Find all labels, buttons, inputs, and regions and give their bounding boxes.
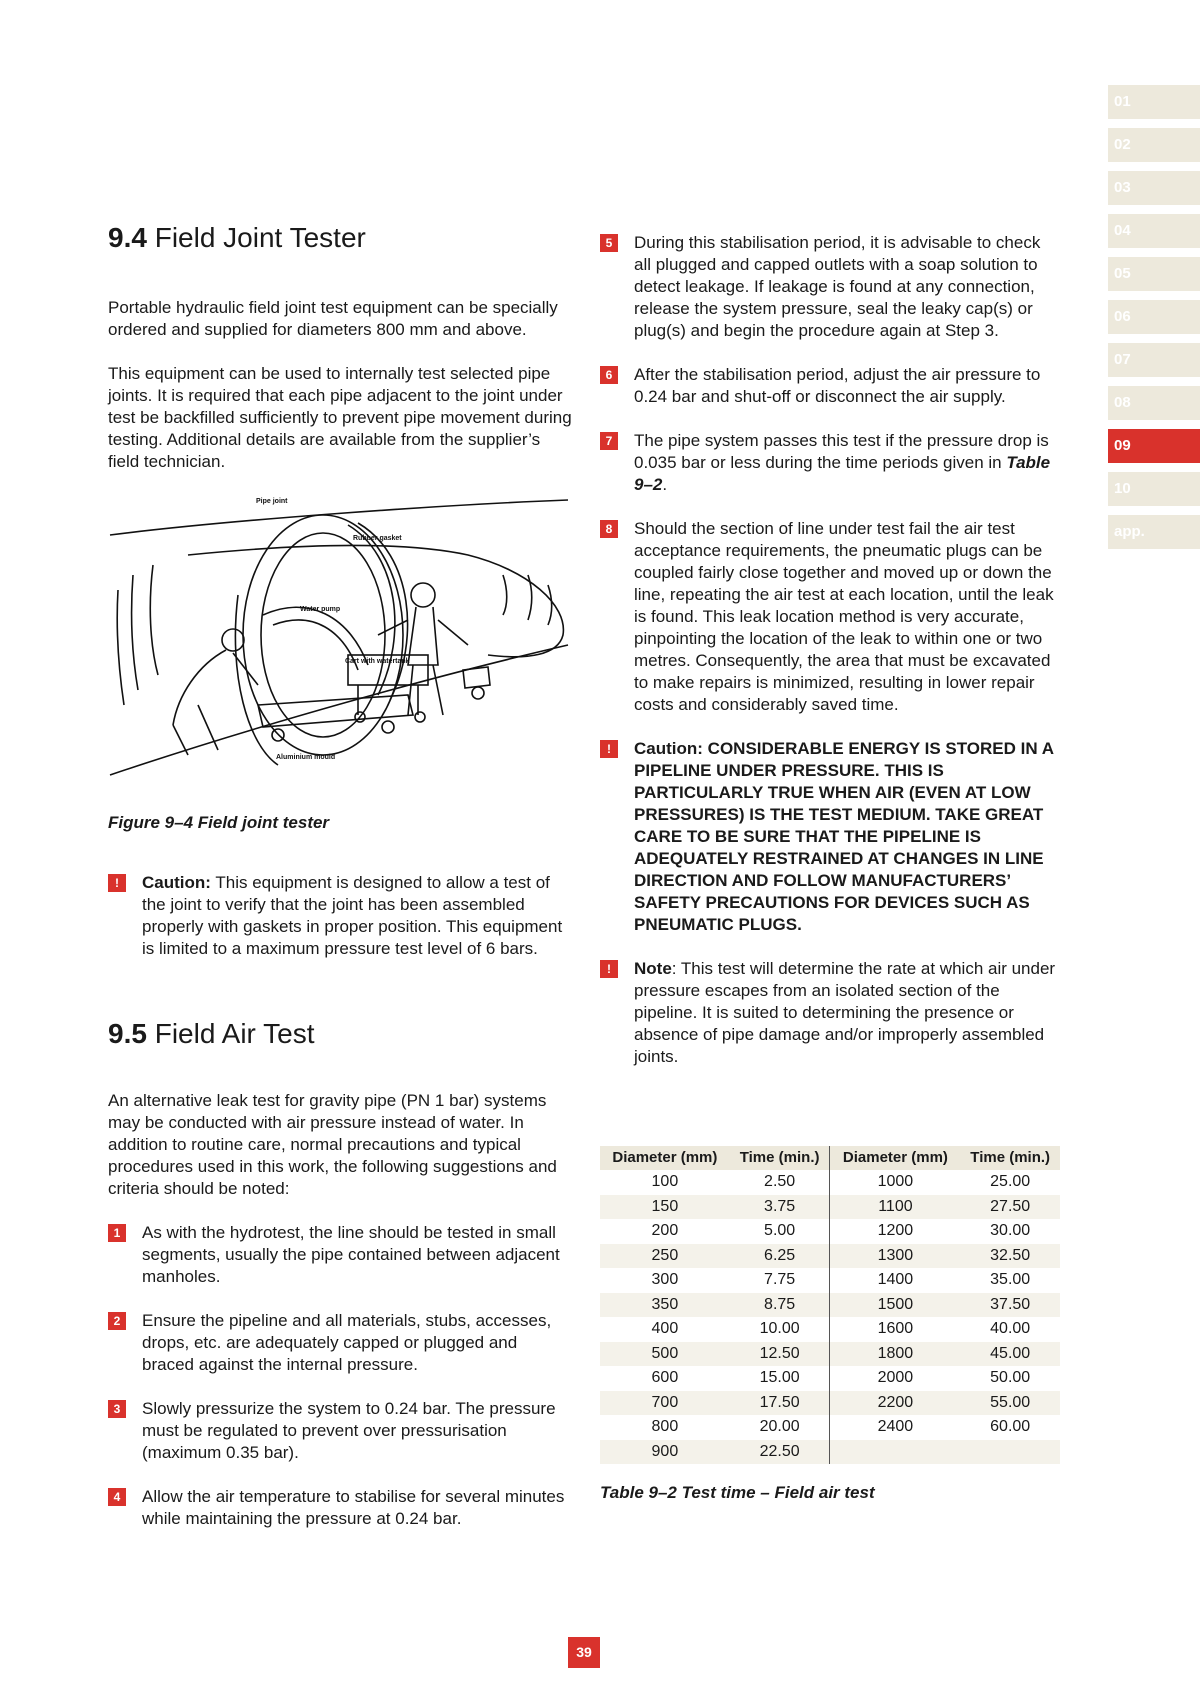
note-box xyxy=(600,958,1062,1068)
chapter-tabs xyxy=(1108,85,1200,558)
step-2: 2 Ensure the pipeline and all materials, stubs, accesses, drops, etc. are adequately capped or plugged and braced against the internal pressure. xyxy=(108,1310,573,1376)
table-header-row xyxy=(600,1146,1060,1170)
table-caption: Table 9–2 Test time – Field air test xyxy=(600,1483,875,1502)
table-cell: 8.75 xyxy=(730,1293,830,1318)
label-rubber-gasket: Rubber gasket xyxy=(353,535,402,542)
caution-box-joint xyxy=(108,872,573,960)
step-5: 5 During this stabilisation period, it is advisable to check all plugged and capped outlets with a soap solution to detect leakage. If leakage is found at any connection, release the system pressure, seal the leaky cap(s) or plug(s) and begin the procedure again at Step 3. xyxy=(600,232,1062,342)
table-cell: 100 xyxy=(651,1173,679,1191)
table-cell: 350 xyxy=(600,1293,730,1318)
step-number-badge: 8 xyxy=(600,520,618,538)
table-cell: 5.00 xyxy=(730,1219,830,1244)
table-cell: 150 xyxy=(600,1195,730,1220)
section-9-4-para-1: Portable hydraulic field joint test equipment can be specially ordered and supplied for diameters 800 mm and above. xyxy=(108,298,558,339)
label-cart: Cart with watertank xyxy=(345,658,410,665)
alert-icon: ! xyxy=(600,960,618,978)
table-cell: 1600 xyxy=(877,1320,914,1338)
table-header: Diameter (mm) xyxy=(600,1146,730,1170)
table-row xyxy=(600,1195,1060,1220)
table-cell: 700 xyxy=(600,1391,730,1416)
caution-label: Caution xyxy=(634,739,698,758)
table-row xyxy=(600,1366,1060,1391)
table-cell: 60.00 xyxy=(990,1418,1031,1436)
table-cell: 1000 xyxy=(877,1173,914,1191)
step-7: 7 The pipe system passes this test if the pressure drop is 0.035 bar or less during the time periods given in Table 9–2. xyxy=(600,430,1062,496)
table-row xyxy=(600,1293,1060,1318)
step-number-badge: 1 xyxy=(108,1224,126,1242)
table-row xyxy=(600,1415,1060,1440)
table-cell: 1300 xyxy=(830,1244,960,1269)
step-3: 3 Slowly pressurize the system to 0.24 bar. The pressure must be regulated to prevent over pressurisation (maximum 0.35 bar). xyxy=(108,1398,573,1464)
step-6: 6 After the stabilisation period, adjust the air pressure to 0.24 bar and shut-off or disconnect the air supply. xyxy=(600,364,1062,408)
alert-icon: ! xyxy=(108,874,126,892)
step-number-badge: 4 xyxy=(108,1488,126,1506)
right-column xyxy=(600,232,1062,1504)
table-header: Time (min.) xyxy=(960,1146,1060,1170)
step-number-badge: 7 xyxy=(600,432,618,450)
table-cell: 400 xyxy=(651,1320,679,1338)
table-cell: 7.75 xyxy=(730,1268,830,1293)
table-cell: 37.50 xyxy=(960,1293,1060,1318)
table-cell: 40.00 xyxy=(990,1320,1031,1338)
chapter-tab-02[interactable]: 02 xyxy=(1108,128,1200,162)
step-4: 4 Allow the air temperature to stabilise for several minutes while maintaining the pressure at 0.24 bar. xyxy=(108,1486,573,1530)
table-cell: 800 xyxy=(651,1418,679,1436)
table-cell: 50.00 xyxy=(990,1369,1031,1387)
chapter-tab-08[interactable]: 08 xyxy=(1108,386,1200,420)
table-cell: 2.50 xyxy=(730,1170,830,1195)
table-row xyxy=(600,1342,1060,1367)
table-cell: 1400 xyxy=(877,1271,914,1289)
table-cell: 500 xyxy=(600,1342,730,1367)
note-label: Note xyxy=(634,959,672,978)
section-9-4-heading: 9.4 Field Joint Tester xyxy=(108,222,366,253)
table-cell: 900 xyxy=(600,1440,730,1465)
table-cell: 2400 xyxy=(877,1418,914,1436)
table-cell: 27.50 xyxy=(960,1195,1060,1220)
table-header: Diameter (mm) xyxy=(830,1146,960,1170)
table-cell: 32.50 xyxy=(960,1244,1060,1269)
table-cell: 200 xyxy=(651,1222,679,1240)
table-cell: 600 xyxy=(651,1369,679,1387)
caution-text: This equipment is designed to allow a test of the joint to verify that the joint has been assembled properly with gaskets in proper position. This equipment is limited to a maximum pressure test level of 6 bars. xyxy=(142,873,563,958)
step-number-badge: 6 xyxy=(600,366,618,384)
table-cell xyxy=(960,1440,1060,1465)
table-cell: 25.00 xyxy=(990,1173,1031,1191)
chapter-tab-09[interactable]: 09 xyxy=(1108,429,1200,463)
table-cell: 35.00 xyxy=(990,1271,1031,1289)
label-pipe-joint: Pipe joint xyxy=(256,498,288,505)
field-joint-tester-figure xyxy=(108,495,573,795)
table-cell: 20.00 xyxy=(730,1415,830,1440)
step-8: 8 Should the section of line under test fail the air test acceptance requirements, the pneumatic plugs can be coupled fairly close together and moved up or down the line, repeating the air test at each location, until the leak is found. This leak location method is very accurate, pinpointing the location of the leak to within one or two metres. Consequently, the area that must be excavated to make repairs is minimized, resulting in lower repair costs and considerably saved time. xyxy=(600,518,1062,716)
step-number-badge: 3 xyxy=(108,1400,126,1418)
table-cell: 15.00 xyxy=(730,1366,830,1391)
table-cell: 55.00 xyxy=(960,1391,1060,1416)
chapter-tab-03[interactable]: 03 xyxy=(1108,171,1200,205)
step-1: 1 As with the hydrotest, the line should be tested in small segments, usually the pipe contained between adjacent manholes. xyxy=(108,1222,573,1288)
table-cell: 17.50 xyxy=(730,1391,830,1416)
table-cell: 12.50 xyxy=(730,1342,830,1367)
table-row xyxy=(600,1391,1060,1416)
caution-box-pressure xyxy=(600,738,1062,936)
table-row xyxy=(600,1268,1060,1293)
table-row xyxy=(600,1170,1060,1195)
table-cell xyxy=(830,1440,960,1465)
chapter-tab-01[interactable]: 01 xyxy=(1108,85,1200,119)
table-row xyxy=(600,1244,1060,1269)
label-mould: Aluminium mould xyxy=(276,754,336,761)
label-water-pump: Water pump xyxy=(300,606,341,613)
alert-icon: ! xyxy=(600,740,618,758)
table-cell: 1100 xyxy=(830,1195,960,1220)
table-row xyxy=(600,1219,1060,1244)
table-cell: 250 xyxy=(600,1244,730,1269)
chapter-tab-app[interactable]: app. xyxy=(1108,515,1200,549)
section-9-5-intro: An alternative leak test for gravity pipe (PN 1 bar) systems may be conducted with air pressure instead of water. In addition to routine care, normal precautions and typical procedures used in this work, the following suggestions and criteria should be noted: xyxy=(108,1091,557,1198)
table-cell: 300 xyxy=(651,1271,679,1289)
table-cell: 2200 xyxy=(830,1391,960,1416)
table-cell: 45.00 xyxy=(960,1342,1060,1367)
caution-label: Caution: xyxy=(142,873,211,892)
page-number: 39 xyxy=(568,1637,600,1668)
section-9-4-para-2: This equipment can be used to internally test selected pipe joints. It is required that each pipe adjacent to the joint under test be backfilled sufficiently to prevent pipe movement during testing. Additional details are available from the supplier’s field technician. xyxy=(108,364,572,471)
section-9-5-heading: 9.5 Field Air Test xyxy=(108,1018,315,1049)
table-cell: 6.25 xyxy=(730,1244,830,1269)
table-cell: 10.00 xyxy=(730,1317,830,1342)
table-cell: 2000 xyxy=(877,1369,914,1387)
chapter-tab-10[interactable]: 10 xyxy=(1108,472,1200,506)
caution-text: : CONSIDERABLE ENERGY IS STORED IN A PIPELINE UNDER PRESSURE. THIS IS PARTICULARLY TRUE WHEN AIR (EVEN AT LOW PRESSURES) IS THE TEST MEDIUM. TAKE GREAT CARE TO BE SURE THAT THE PIPELINE IS ADEQUATELY RESTRAINED AT CHANGES IN LINE DIRECTION AND FOLLOW MANUFACTURERS’ SAFETY PRECAUTIONS FOR DEVICES SUCH AS PNEUMATIC PLUGS. xyxy=(634,739,1054,934)
chapter-tab-05[interactable]: 05 xyxy=(1108,257,1200,291)
table-cell: 3.75 xyxy=(730,1195,830,1220)
table-row xyxy=(600,1317,1060,1342)
left-column xyxy=(108,222,573,1530)
step-number-badge: 2 xyxy=(108,1312,126,1330)
table-reference: Table 9–2 xyxy=(634,453,1051,494)
table-header: Time (min.) xyxy=(730,1146,830,1170)
test-time-table xyxy=(600,1146,1060,1464)
table-cell: 1200 xyxy=(877,1222,914,1240)
table-cell: 30.00 xyxy=(990,1222,1031,1240)
chapter-tab-04[interactable]: 04 xyxy=(1108,214,1200,248)
table-row xyxy=(600,1440,1060,1465)
chapter-tab-07[interactable]: 07 xyxy=(1108,343,1200,377)
step-number-badge: 5 xyxy=(600,234,618,252)
chapter-tab-06[interactable]: 06 xyxy=(1108,300,1200,334)
table-cell: 1800 xyxy=(830,1342,960,1367)
table-cell: 22.50 xyxy=(730,1440,830,1465)
note-text: : This test will determine the rate at which air under pressure escapes from an isolated section of the pipeline. It is suited to determining the presence or absence of pipe damage and/or improperly assembled joints. xyxy=(634,959,1056,1066)
table-cell: 1500 xyxy=(830,1293,960,1318)
figure-caption: Figure 9–4 Field joint tester xyxy=(108,813,330,832)
